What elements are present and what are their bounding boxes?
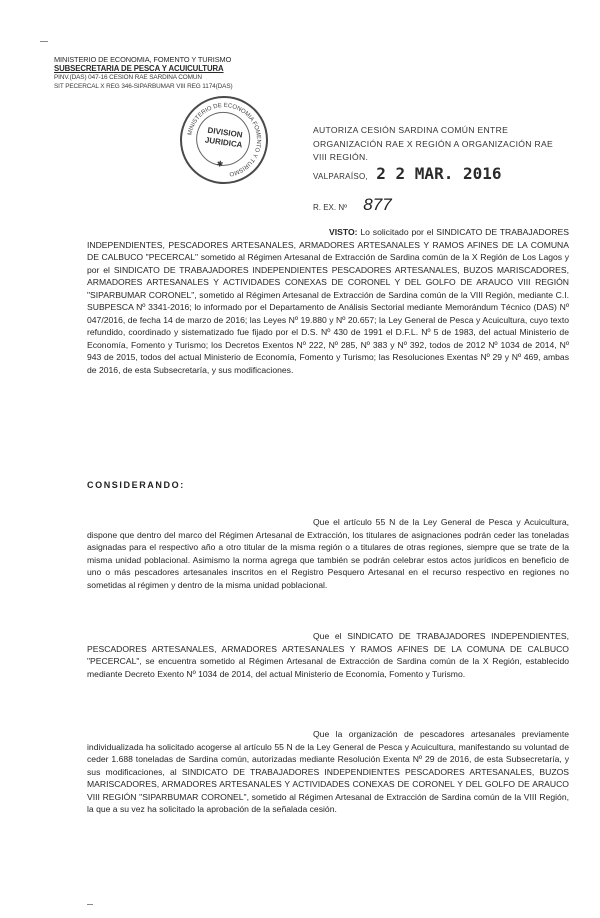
letterhead-file-ref-2: SIT PECERCAL X REG 346-SIPARBUMAR VIII REG 1174(DAS)	[54, 83, 233, 90]
date-stamp: 2 2 MAR. 2016	[376, 164, 502, 183]
letterhead-file-ref: PINV.(DAS) 047-16 CESION RAE SARDINA COMUN	[54, 74, 202, 81]
visto-text: Lo solicitado por el SINDICATO DE TRABAJADORES INDEPENDIENTES, PESCADORES ARTESANALES, ARMADORES ARTESANALES Y RAMOS AFINES DE LA COMUNA DE CALBUCO "PECERCAL" sometido al Régimen Artesanal de Extracción de Sardina común de la X Región de Los Lagos y por el SINDICATO DE TRABAJADORES INDEPENDIENTES PESCADORES ARTESANALES, BUZOS MARISCADORES, ARMADORES ARTESANALES Y ACTIVIDADES CONEXAS DE CORONEL Y DEL GOLFO DE ARAUCO VIII REGIÓN "SIPARBUMAR CORONEL", sometido al Régimen Artesanal de Extracción de Sardina común de la VIII Región, mediante C.I. SUBPESCA Nº 3341-2016; lo informado por el Departamento de Análisis Sectorial mediante Memorándum Técnico (DAS) Nº 047/2016, de fecha 14 de marzo de 2016; las Leyes Nº 19.880 y Nº 20.657; la Ley General de Pesca y Acuicultura, cuyo texto refundido, coordinado y sistematizado fue fijado por el D.S. Nº 430 de 1991 el D.F.L. Nº 5 de 1983, del actual Ministerio de Economía, Fomento y Turismo; los Decretos Exentos Nº 222, Nº 285, Nº 383 y Nº 392, todos de 2012 Nº 1034 de 2014, Nº 943 de 2015, todos del actual Ministerio de Economía, Fomento y Turismo; las Resoluciones Exentas Nº 29 y Nº 469, ambas de 2016, de esta Subsecretaría, y sus modificaciones.	[87, 227, 570, 376]
date-line	[313, 164, 502, 183]
margin-mark-bottom	[87, 904, 93, 905]
considerando-heading: CONSIDERANDO:	[87, 480, 185, 490]
visto-section	[87, 226, 569, 377]
margin-mark	[40, 41, 48, 42]
stamp-star-icon: ✱	[216, 159, 224, 170]
resolution-subject: AUTORIZA CESIÓN SARDINA COMÚN ENTRE ORGANIZACIÓN RAE X REGIÓN A ORGANIZACIÓN RAE VIII REGIÓN.	[313, 125, 554, 162]
stamp-juridica: JURIDICA	[204, 135, 243, 150]
letterhead	[54, 55, 284, 91]
visto-label: VISTO:	[329, 227, 358, 237]
stamp-ring-text: MINISTERIO DE ECONOMIA FOMENTO Y TURISMO	[187, 102, 262, 177]
considerando-paragraph-1: Que el artículo 55 N de la Ley General de Pesca y Acuicultura, dispone que dentro del marco del Régimen Artesanal de Extracción, los titulares de asignaciones podrán ceder las toneladas asignadas para el respectivo año a otro titular de la misma región o a titulares de otras regiones, siempre que se trate de la misma unidad poblacional. Asimismo la norma agrega que también se podrán celebrar estos actos jurídicos en beneficio de uno o más pescadores artesanales inscritos en el Registro Pesquero Artesanal en el recurso respectivo en regiones no sometidas al régimen y dentro de la misma unidad poblacional.	[87, 517, 569, 590]
resolution-number: 877	[363, 195, 392, 214]
resolution-number-line	[313, 195, 392, 215]
visto-paragraph	[87, 226, 569, 377]
resolution-label: R. EX. Nº	[313, 203, 348, 212]
considerando-paragraph-3: Que la organización de pescadores artesanales previamente individualizada ha solicitado acogerse al artículo 55 N de la Ley General de Pesca y Acuicultura, manifestando su voluntad de ceder 1.688 toneladas de Sardina común, autorizadas mediante Resolución Exenta Nº 29 de 2016, de esta Subsecretaría, y sus modificaciones, al SINDICATO DE TRABAJADORES INDEPENDIENTES PESCADORES ARTESANALES, BUZOS MARISCADORES, ARMADORES ARTESANALES Y ACTIVIDADES CONEXAS DE CORONEL Y DEL GOLFO DE ARAUCO VIII REGIÓN "SIPARBUMAR CORONEL", sometido al Régimen Artesanal de Extracción de Sardina común de la VIII Región, la que a su vez ha solicitado la aprobación de la señalada cesión.	[87, 729, 569, 815]
letterhead-subsecretaria: SUBSECRETARIA DE PESCA Y ACUICULTURA	[54, 64, 224, 73]
division-juridica-stamp	[174, 90, 273, 189]
considerando-paragraph-2: Que el SINDICATO DE TRABAJADORES INDEPENDIENTES, PESCADORES ARTESANALES, ARMADORES ARTESANALES Y RAMOS AFINES DE LA COMUNA DE CALBUCO "PECERCAL", se encuentra sometido al Régimen Artesanal de Extracción de Sardina común de la X Región, establecido mediante Decreto Exento Nº 1034 de 2014, del actual Ministerio de Economía, Fomento y Turismo.	[87, 631, 569, 679]
letterhead-ministry: MINISTERIO DE ECONOMIA, FOMENTO Y TURISMO	[54, 55, 232, 64]
stamp-division: DIVISION	[207, 125, 244, 140]
place: VALPARAÍSO,	[313, 172, 369, 181]
